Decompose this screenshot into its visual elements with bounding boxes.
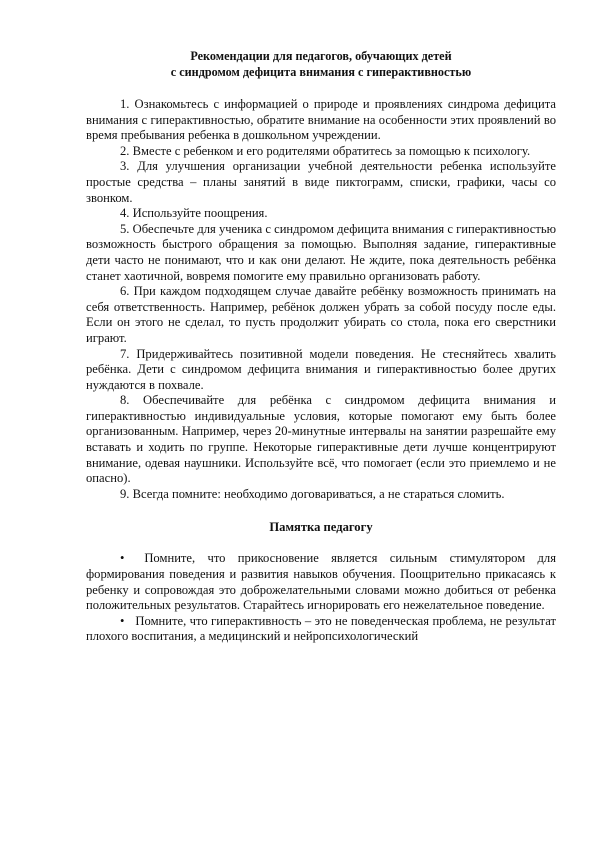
title-spacing: [86, 80, 556, 97]
recommendation-item-7: 7. Придерживайтесь позитивной модели поведения. Не стесняйтесь хвалить ребёнка. Дети с синдромом дефицита внимания и гиперактивностью более других нуждаются в похвале.: [86, 346, 556, 392]
recommendation-item-4: 4. Используйте поощрения.: [120, 206, 268, 221]
recommendation-item-8: 8. Обеспечивайте для ребёнка с синдромом дефицита внимания и гиперактивностью индивидуальные условия, которые помогают ему быть более организованным. Например, через 20-минутные интервалы на занятии разрешайте ему вставать и ходить по группе. Некоторые гиперактивные дети лучше концентрируют внимание, одевая наушники. Используйте всё, что помогает (если это приемлемо и не опасно).: [86, 393, 556, 486]
document-page: [86, 48, 556, 828]
memo-item-text: Помните, что гиперактивность – это не поведенческая проблема, не результат плохого воспитания, а медицинский и нейропсихологический: [86, 613, 556, 644]
recommendation-item-1: 1. Ознакомьтесь с информацией о природе и проявлениях синдрома дефицита внимания с гиперактивностью, обратите внимание на особенности этих проявлений во время пребывания ребенка в дошкольном учреждении.: [86, 97, 556, 143]
recommendation-item-6: 6. При каждом подходящем случае давайте ребёнку возможность принимать на себя ответственность. Например, ребёнок должен убрать за собой посуду после еды. Если он этого не сделал, то пусть продолжит убирать со стола, пока его сверстники играют.: [86, 284, 556, 345]
memo-item-text: Помните, что прикосновение является сильным стимулятором для формирования поведения и развития навыков обучения. Поощрительно прикасаясь к ребенку и сопровождая это доброжелательными словами можно добиться от ребенка положительных результатов. Старайтесь игнорировать его нежелательное поведение.: [86, 551, 556, 613]
bullet-icon: •: [120, 551, 125, 566]
document-title-line-2: с синдромом дефицита внимания с гиперактивностью: [170, 65, 472, 79]
recommendation-item-5: 5. Обеспечьте для ученика с синдромом дефицита внимания с гиперактивностью возможность быстрого обращения за помощью. Выполняя задание, гиперактивные дети часто не понимают, что и как они делают. Не ждите, пока деятельность ребёнка станет хаотичной, вовремя помогите ему правильно организовать работу.: [86, 221, 556, 283]
document-title-line-1: Рекомендации для педагогов, обучающих детей: [190, 49, 452, 63]
recommendation-item-9: 9. Всегда помните: необходимо договариваться, а не стараться сломить.: [120, 486, 505, 501]
memo-item-1: [86, 551, 556, 613]
memo-item-2: [86, 614, 556, 645]
recommendation-item-3: 3. Для улучшения организации учебной деятельности ребенка используйте простые средства – планы занятий в виде пиктограмм, списки, графики, часы со звонком.: [86, 159, 556, 205]
bullet-icon: •: [120, 613, 125, 628]
memo-title: Памятка педагогу: [269, 520, 373, 535]
recommendation-item-2: 2. Вместе с ребенком и его родителями обратитесь за помощью к психологу.: [120, 143, 531, 158]
